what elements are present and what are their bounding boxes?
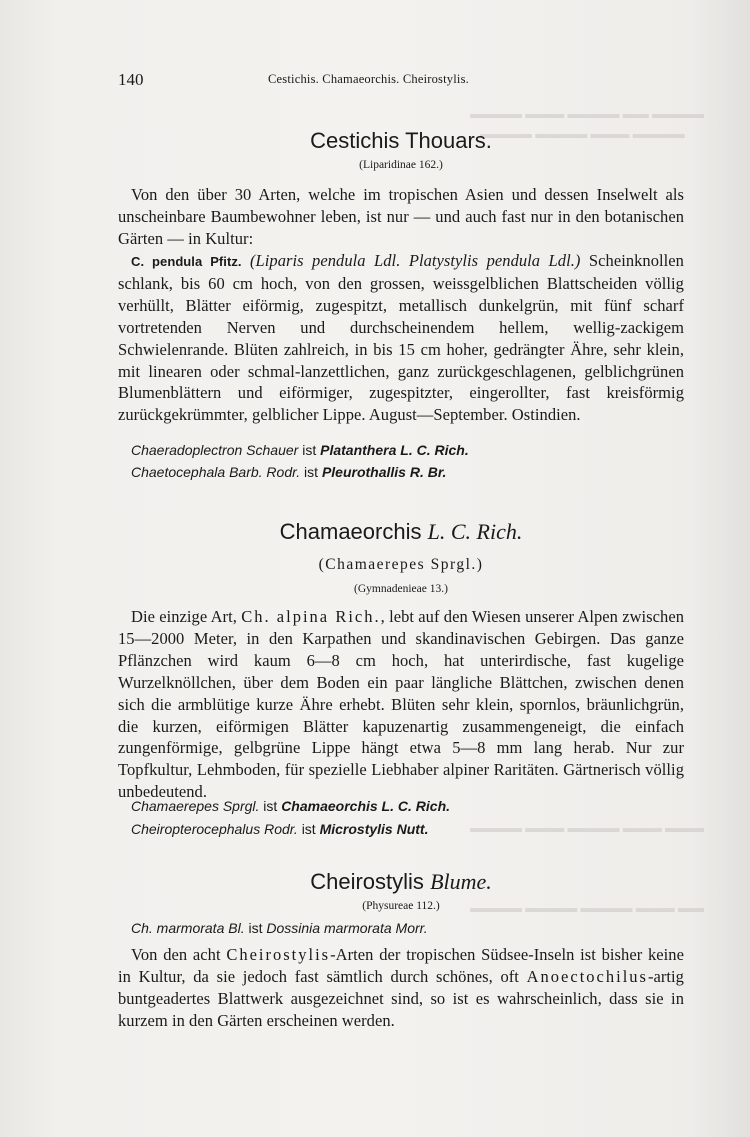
genus-title [118, 869, 684, 895]
synonym-from: Chamaerepes Sprgl. [131, 798, 260, 814]
synonym-ist: ist [301, 821, 316, 837]
synonym-to: Pleurothallis R. Br. [321, 464, 447, 480]
text-segment: -Arten der tropischen Südsee-Inseln ist bisher keine in Kultur, da sie jedoch fast sämtlich durch schönes, oft [118, 945, 684, 986]
synonym-ist: ist [248, 920, 263, 936]
text-segment: Die einzige Art, [131, 607, 237, 626]
synonym-ist: ist [263, 798, 278, 814]
synonym-ist: ist [302, 442, 317, 458]
species-name: C. pendula Pfitz. [131, 254, 242, 269]
synonym-to: Dossinia marmorata Morr. [266, 920, 428, 936]
genus-title [118, 519, 684, 545]
tribe-note: (Gymnadenieae 13.) [354, 583, 448, 595]
tribe-note: (Physureae 112.) [362, 900, 440, 912]
synonym-to: Platanthera L. C. Rich. [320, 442, 469, 458]
synonym-to: Microstylis Nutt. [319, 821, 429, 837]
species-description: Scheinknollen schlank, bis 60 cm hoch, von den grossen, weissgelblichen Blattscheiden völlig verhüllt, Blätter eiförmig, zugespitzt, metallisch dunkelgrün, mit fünf scharf vortretenden Nerven und durchscheinendem hellem, wellig-zackigem Schwielenrande. Blüten zahlreich, in bis 15 cm hoher, gedrängter Ähre, sehr klein, mit linearen oder schmal-lanzettlichen, ganz zurückgeschlagenen, gelblichgrünen Blumenblättern und eiförmiger, zugespitzter, eingerollter, fast kreisförmig zurückgekrümmter, gelblicher Lippe. August—September. Ostindien. [118, 251, 684, 425]
page-number: 140 [118, 70, 144, 89]
species-synonyms: (Liparis pendula Ldl. Platystylis pendula Ldl.) [250, 251, 581, 270]
text-segment: -artig buntgeadertes Blattwerk ausgezeichnet sind, so ist es wahrscheinlich, dass sie in kurzem in den Gärten erscheinen werden. [118, 966, 684, 1030]
text-segment: Von den acht [131, 945, 221, 964]
page-header [118, 70, 684, 90]
genus-name: Chamaeorchis [279, 519, 422, 544]
running-head: Cestichis. Chamaeorchis. Cheirostylis. [268, 72, 469, 86]
synonym-line [131, 920, 428, 936]
genus-title: Cestichis Thouars. [310, 128, 492, 153]
genus-author: L. C. Rich. [427, 519, 523, 544]
synonym-ist: ist [304, 464, 319, 480]
text-segment: , lebt auf den Wiesen unserer Alpen zwischen 15—2000 Meter, in den Karpathen und skandinavischen Gebirgen. Das ganze Pflänzchen wird kaum 6—8 cm hoch, hat unterirdische, fast kugelige Wurzelknöllchen, über dem Boden ein paar längliche Blättchen, zwischen denen sich die armblütige kurze Ähre erhebt. Blüten sehr klein, spornlos, bräunlichgrün, die kurzen, eiförmigen Blätter kapuzenartig zusammengeneigt, die einfach zungenförmige, gelbgrüne Lippe hängt etwa 5—8 mm lang herab. Nur zur Topfkultur, Lehmboden, für spezielle Liebhaber alpiner Raritäten. Gärtnerisch völlig unbedeutend. [118, 607, 684, 802]
description-paragraph [118, 606, 684, 803]
description-paragraph [118, 944, 684, 1032]
synonym-from: Chaeradoplectron Schauer [131, 442, 299, 458]
tribe-note: (Liparidinae 162.) [359, 159, 443, 171]
genus-reference: Anoectochilus [526, 966, 648, 986]
synonym-from: Cheiropterocephalus Rodr. [131, 821, 298, 837]
synonym-from: Ch. marmorata Bl. [131, 920, 245, 936]
genus-name: Cheirostylis [310, 869, 424, 894]
show-through-text: ▬▬▬▬ ▬▬▬▬ ▬▬▬▬ ▬▬▬ ▬▬ [470, 900, 704, 915]
show-through-text: ▬▬▬▬ ▬▬▬▬ ▬▬▬ ▬▬▬▬ [480, 126, 685, 141]
genus-synonym: (Chamaerepes Sprgl.) [318, 556, 484, 573]
synonym-from: Chaetocephala Barb. Rodr. [131, 464, 301, 480]
synonym-line [131, 442, 469, 458]
species-paragraph [118, 250, 684, 426]
show-through-text: ▬▬▬▬ ▬▬▬ ▬▬▬▬ ▬▬▬ ▬▬▬ [470, 820, 704, 835]
synonym-line [131, 798, 450, 814]
intro-paragraph: Von den über 30 Arten, welche im tropischen Asien und dessen Inselwelt als unscheinbare Baumbewohner leben, ist nur — und auch fast nur in den botanischen Gärten — in Kultur: [118, 185, 684, 248]
synonym-line [131, 821, 428, 837]
show-through-text: ▬▬▬▬ ▬▬▬ ▬▬▬▬ ▬▬ ▬▬▬▬ [470, 106, 704, 121]
genus-author: Blume. [430, 869, 492, 894]
synonym-to: Chamaeorchis L. C. Rich. [281, 798, 451, 814]
species-name: Ch. alpina Rich. [241, 607, 381, 626]
genus-reference: Cheirostylis [226, 945, 331, 964]
synonym-line [131, 464, 446, 480]
